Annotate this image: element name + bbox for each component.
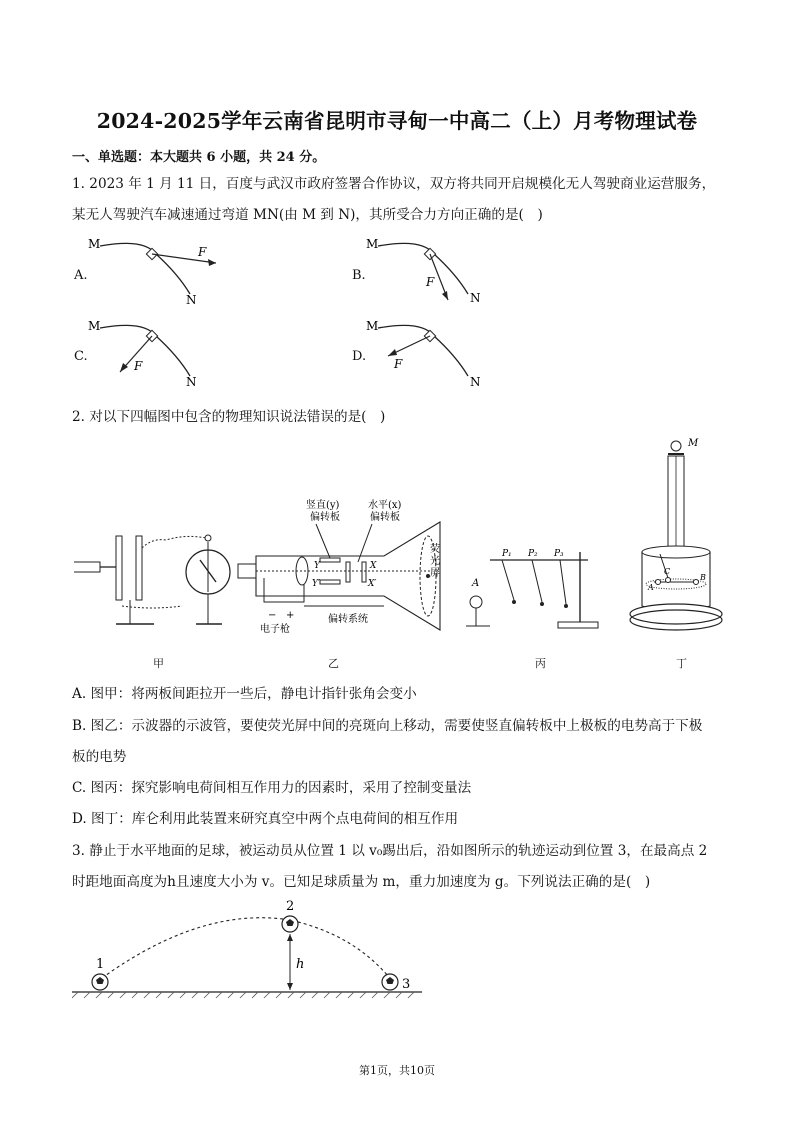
plus-sign: + [286,610,295,621]
arrow-head [208,259,216,266]
point-m-label: M [88,237,101,251]
q1-stem-line2: 某无人驾驶汽车减速通过弯道 MN(由 M 到 N)，其所受合力方向正确的是( ) [72,207,543,223]
cylinder-top [642,546,710,558]
height-arrow-head-bottom [287,983,293,990]
point-m-label: M [366,319,379,333]
q2-figure-jia [72,520,232,632]
q2-option-b-continued: 板的电势 [72,749,127,765]
ball-p3 [564,604,568,608]
ball-c-label: C [664,567,671,576]
plate-x-label: X [370,561,377,571]
height-arrow-head-top [287,934,293,941]
q1-option-a-diagram [86,234,246,306]
plate-y-label: Y [314,561,320,571]
p3-label: P₃ [554,549,564,559]
p1-label: P₁ [502,549,512,559]
trajectory-curve [102,918,388,978]
figure-label-jia: 甲 [153,657,164,670]
page-footer: 第1页，共10页 [359,1064,435,1077]
point-n-label: N [186,293,197,306]
thread-p1 [502,560,514,600]
plate-x-prime-label: X′ [368,579,377,589]
figure-label-ding: 丁 [676,657,687,670]
p2-label: P₂ [528,549,538,559]
position-2-label: 2 [286,899,295,914]
point-n-label: N [470,375,481,388]
curve-mn [100,243,190,294]
exam-title: 2024-2025学年云南省昆明市寻甸一中高二（上）月考物理试卷 [96,109,698,133]
base-plate [630,604,722,624]
ball-a-label: A [648,583,654,592]
thread-p3 [560,560,566,604]
q1-option-c-diagram [86,316,246,388]
arrow-head [442,291,448,300]
force-label: F [394,357,403,371]
vertical-plate-bottom [320,580,340,584]
connecting-wire [142,536,206,548]
capacitor-plate-right [136,536,142,600]
plate-y-prime-label: Y′ [312,579,320,589]
electron-gun-icon [238,564,256,578]
q1-option-b-diagram [364,234,524,306]
q2-figure-yi [234,496,446,636]
q1-option-d-label[interactable]: D. [352,349,367,364]
position-1-label: 1 [96,957,105,972]
system-label: 偏转系统 [328,614,368,625]
q2-option-a[interactable]: A. 图甲：将两板间距拉开一些后，静电计指针张角会变小 [72,686,417,702]
ground-hatching [72,992,414,998]
ball-b-label: B [700,573,706,582]
q2-option-b[interactable]: B. 图乙：示波器的示波管，要使荧光屏中间的亮斑向上移动，需要使竖直偏转板中上极板的电势高于下极 [72,718,703,734]
section-heading: 一、单选题：本大题共 6 小题，共 24 分。 [72,150,326,165]
figure-label-bing: 丙 [535,657,546,670]
q2-option-d[interactable]: D. 图丁：库仑利用此装置来研究真空中两个点电荷间的相互作用 [72,811,459,827]
ground-wire [122,606,182,608]
thread-p2 [532,560,542,602]
force-label: F [134,359,143,373]
screen-label: 屏 [430,568,440,579]
point-m-label: M [366,237,379,251]
q1-option-c-label[interactable]: C. [74,349,88,364]
ball-a [656,580,661,585]
capacitor-plate-left [116,536,122,600]
q3-trajectory-diagram [72,892,432,1004]
position-3-label: 3 [402,977,411,992]
ball-b [694,580,699,585]
force-label: F [198,245,207,259]
hand-icon [74,562,100,572]
vertical-plate-label: 竖直(y) [306,500,340,511]
charged-sphere-a [470,596,482,608]
ball-c [666,578,671,583]
ball-p2 [540,602,544,606]
stand-base [558,622,598,628]
q1-stem-line1: 1. 2023 年 1 月 11 日，百度与武汉市政府签署合作协议，双方将共同开启规模化无人驾驶商业运营服务， [72,176,716,192]
torsion-head-label: M [688,438,699,449]
curve-mn [100,325,190,376]
minus-sign: − [268,610,277,621]
label-leader [316,524,330,558]
electrometer-knob [205,535,211,541]
height-label: h [296,957,305,972]
q3-stem-line2: 时距地面高度为h且速度大小为 v。已知足球质量为 m，重力加速度为 g。下列说法正确的是( ) [72,874,651,890]
q2-stem: 2. 对以下四幅图中包含的物理知识说法错误的是( ) [72,409,386,425]
screen-label: 光 [430,556,440,567]
point-n-label: N [470,291,481,305]
vertical-plate-top [320,558,340,562]
ball-p1 [512,600,516,604]
q2-option-c[interactable]: C. 图丙：探究影响电荷间相互作用力的因素时，采用了控制变量法 [72,780,472,796]
arrow-head [388,349,397,356]
force-label: F [426,275,435,289]
figure-label-yi: 乙 [328,657,339,670]
horizontal-plate-left [346,562,350,582]
curve-mn [378,325,468,376]
vertical-plate-label: 偏转板 [310,512,340,523]
horizontal-plate-label: 水平(x) [368,500,402,511]
q3-stem-line1: 3. 静止于水平地面的足球，被运动员从位置 1 以 v₀踢出后，沿如图所示的轨迹运动到位置 3，在最高点 2 [72,843,708,859]
q1-option-a-label[interactable]: A. [74,268,88,283]
q1-option-b-label[interactable]: B. [352,268,366,283]
point-n-label: N [186,375,197,388]
screen-label: 荧 [430,544,440,555]
sphere-a-label: A [472,578,480,589]
torsion-head-icon [671,441,681,451]
point-m-label: M [88,319,101,333]
q2-figure-ding [624,434,730,638]
horizontal-plate-right [362,562,366,582]
horizontal-plate-label: 偏转板 [370,512,400,523]
gun-label: 电子枪 [260,624,290,635]
curve-mn [378,243,468,294]
q2-figure-bing [462,546,604,632]
q1-option-d-diagram [364,316,524,388]
